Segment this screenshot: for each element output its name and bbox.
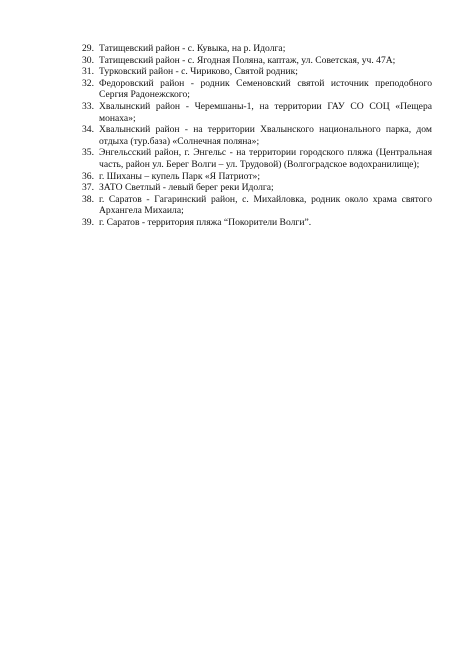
list-item [82,43,432,55]
list-item-number: 33. [82,100,94,112]
list-item-number: 35. [82,147,94,159]
list-item-text: Хвалынский район - на территории Хвалынского национального парка, дом отдыха (тур.база) «Солнечная поляна»; [99,124,432,147]
list-item [82,147,432,170]
list-item-number: 30. [82,54,94,66]
list-item-text: Татищевский район - с. Ягодная Поляна, каптаж, ул. Советская, уч. 47А; [99,54,396,66]
list-item-number: 36. [82,170,94,182]
list-item [82,171,432,183]
list-item-text: Хвалынский район - Черемшаны-1, на территории ГАУ СО СОЦ «Пещера монаха»; [99,100,432,124]
list-item-number: 39. [82,216,94,228]
list-item-number: 34. [82,124,94,136]
list-item-number: 31. [82,66,94,78]
list-item [82,55,432,67]
list-item-number: 37. [82,182,94,194]
list-item [82,124,432,147]
list-item-text: Федоровский район - родник Семеновский святой источник преподобного Сергия Радонежского; [99,77,432,101]
list-item-number: 29. [82,43,94,54]
list-item [82,217,432,229]
list-item-text: Энгельсский район, г. Энгельс - на территории городского пляжа (Центральная часть, район ул. Берег Волги – ул. Трудовой) (Волгоградское водохранилище); [99,147,432,170]
list-item [82,78,432,101]
list-item-number: 32. [82,77,94,89]
list-item [82,194,432,217]
list-item [82,101,432,124]
list-item [82,66,432,78]
list-item-text: г. Саратов - территория пляжа “Покорители Волги”. [99,216,312,228]
list-item-text: Татищевский район - с. Кувыка, на р. Идолга; [99,43,286,54]
list-item-text: г. Саратов - Гагаринский район, с. Михайловка, родник около храма святого Архангела Михаила; [99,193,432,217]
list-item-text: ЗАТО Светлый - левый берег реки Идолга; [99,182,274,194]
list-item-text: Турковский район - с. Чириково, Святой родник; [99,66,298,78]
numbered-list [82,43,432,229]
list-item [82,182,432,194]
list-item-text: г. Шиханы – купель Парк «Я Патриот»; [99,170,260,182]
list-item-number: 38. [82,193,94,205]
